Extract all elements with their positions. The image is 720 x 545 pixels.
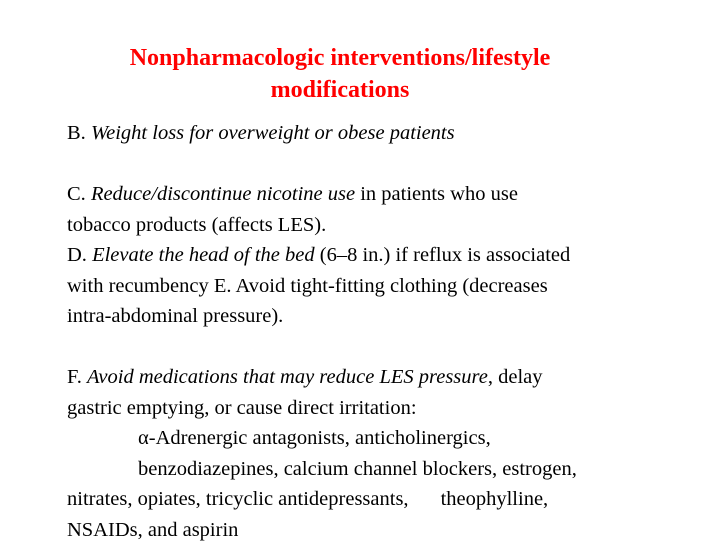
item-b-emphasis: Weight loss for overweight or obese patients	[91, 122, 455, 144]
item-c-prefix: C.	[67, 183, 91, 205]
slide-title-line-1: Nonpharmacologic interventions/lifestyle	[60, 42, 620, 74]
item-f-text-2: gastric emptying, or cause direct irritation:	[67, 393, 667, 424]
slide-title	[60, 42, 620, 106]
item-f-text-6: NSAIDs, and aspirin	[67, 515, 667, 545]
item-d-text-2: with recumbency E. Avoid tight-fitting clothing (decreases	[67, 271, 667, 302]
item-f-emphasis: Avoid medications that may reduce LES pressure	[87, 366, 488, 388]
item-f-text-1: , delay	[488, 366, 543, 388]
item-d-text-3: intra-abdominal pressure).	[67, 301, 667, 332]
item-f-text-5b: theophylline,	[441, 488, 549, 510]
item-d-emphasis: Elevate the head of the bed	[92, 244, 315, 266]
item-c	[67, 179, 667, 240]
item-c-text-1: in patients who use	[355, 183, 518, 205]
item-f-text-3: α-Adrenergic antagonists, anticholinergics,	[67, 423, 667, 454]
spacer	[67, 332, 667, 363]
slide-title-line-2: modifications	[60, 74, 620, 106]
item-d-prefix: D.	[67, 244, 92, 266]
item-f	[67, 362, 667, 545]
item-b-prefix: B.	[67, 122, 91, 144]
item-f-text-4: benzodiazepines, calcium channel blockers, estrogen,	[67, 454, 667, 485]
item-d	[67, 240, 667, 332]
item-f-text-5a: nitrates, opiates, tricyclic antidepressants,	[67, 488, 409, 510]
spacer	[67, 149, 667, 180]
item-c-emphasis: Reduce/discontinue nicotine use	[91, 183, 355, 205]
slide-body	[67, 118, 667, 545]
item-c-text-2: tobacco products (affects LES).	[67, 210, 667, 241]
item-d-text-1: (6–8 in.) if reflux is associated	[315, 244, 571, 266]
item-f-prefix: F.	[67, 366, 87, 388]
item-b	[67, 118, 667, 149]
